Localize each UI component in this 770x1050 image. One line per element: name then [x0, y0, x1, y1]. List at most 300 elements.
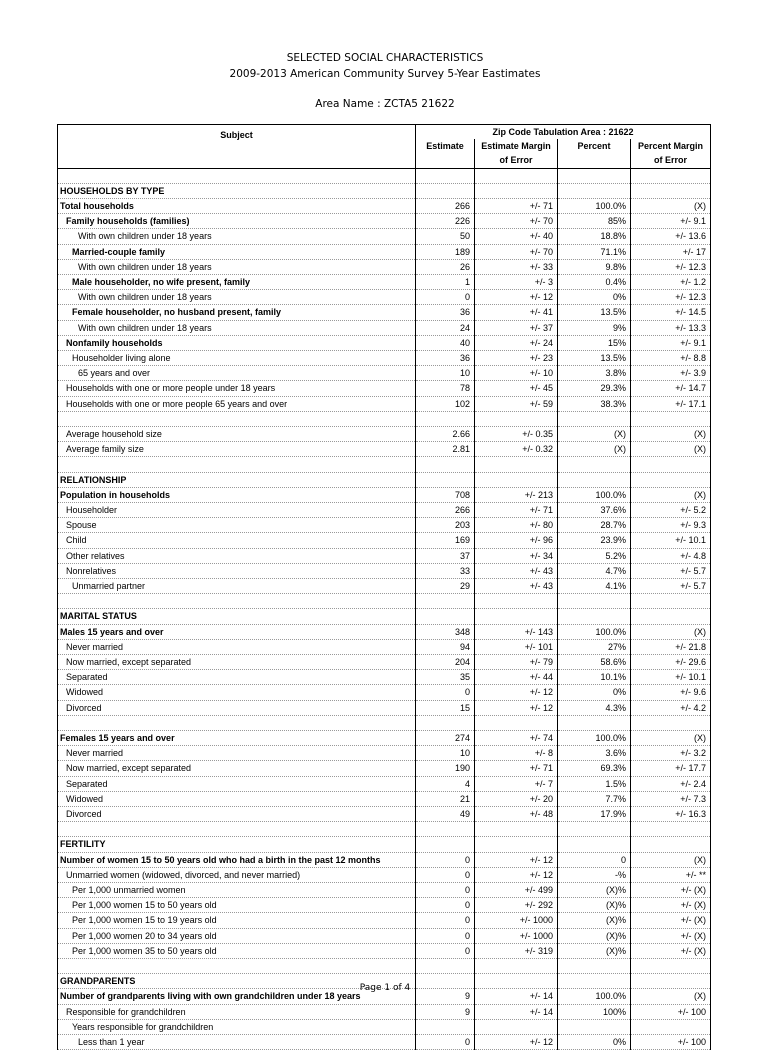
row-estimate-moe: +/- 59 — [475, 396, 558, 411]
table-row — [58, 518, 711, 533]
row-subject: Married-couple family — [58, 244, 416, 259]
table-row — [58, 1004, 711, 1019]
row-estimate-moe — [475, 715, 558, 730]
row-percent-moe: (X) — [631, 487, 711, 502]
row-percent-moe: (X) — [631, 427, 711, 442]
table-body — [58, 183, 711, 1049]
row-estimate: 0 — [416, 883, 475, 898]
row-percent-moe: +/- 5.7 — [631, 579, 711, 594]
row-percent-moe: +/- 14.7 — [631, 381, 711, 396]
row-percent: 28.7% — [558, 518, 631, 533]
row-estimate: 9 — [416, 989, 475, 1004]
row-percent — [558, 822, 631, 837]
row-percent — [558, 609, 631, 624]
row-subject — [58, 594, 416, 609]
row-estimate: 190 — [416, 761, 475, 776]
row-estimate: 40 — [416, 335, 475, 350]
row-subject: HOUSEHOLDS BY TYPE — [58, 183, 416, 198]
row-percent-moe: +/- 17.1 — [631, 396, 711, 411]
row-subject: Separated — [58, 776, 416, 791]
row-subject: With own children under 18 years — [58, 320, 416, 335]
row-subject: Per 1,000 women 35 to 50 years old — [58, 943, 416, 958]
row-percent-moe: +/- (X) — [631, 913, 711, 928]
table-row — [58, 259, 711, 274]
table-row — [58, 867, 711, 882]
row-estimate-moe — [475, 822, 558, 837]
row-percent: 100.0% — [558, 989, 631, 1004]
table-row — [58, 685, 711, 700]
row-percent: 85% — [558, 214, 631, 229]
row-percent: -% — [558, 867, 631, 882]
row-percent-moe: +/- 12.3 — [631, 290, 711, 305]
row-percent-moe: +/- 2.4 — [631, 776, 711, 791]
row-estimate: 94 — [416, 639, 475, 654]
row-percent: 15% — [558, 335, 631, 350]
row-percent: 23.9% — [558, 533, 631, 548]
row-estimate-moe: +/- 12 — [475, 852, 558, 867]
row-estimate: 0 — [416, 685, 475, 700]
row-subject — [58, 959, 416, 974]
row-estimate: 0 — [416, 290, 475, 305]
table-row — [58, 807, 711, 822]
area-header: Zip Code Tabulation Area : 21622 — [416, 125, 711, 140]
row-percent-moe: +/- 17 — [631, 244, 711, 259]
row-subject: MARITAL STATUS — [58, 609, 416, 624]
row-estimate: 189 — [416, 244, 475, 259]
row-subject: Never married — [58, 746, 416, 761]
row-subject: Males 15 years and over — [58, 624, 416, 639]
row-subject: Divorced — [58, 807, 416, 822]
row-percent-moe: +/- 4.2 — [631, 700, 711, 715]
row-percent: 100.0% — [558, 487, 631, 502]
row-percent-moe — [631, 1019, 711, 1034]
table-row — [58, 731, 711, 746]
row-subject: 65 years and over — [58, 366, 416, 381]
row-percent — [558, 837, 631, 852]
row-subject: With own children under 18 years — [58, 229, 416, 244]
row-percent: 71.1% — [558, 244, 631, 259]
table-row — [58, 305, 711, 320]
row-percent — [558, 457, 631, 472]
row-estimate-moe: +/- 1000 — [475, 928, 558, 943]
row-estimate-moe: +/- 79 — [475, 655, 558, 670]
row-estimate: 274 — [416, 731, 475, 746]
table-row — [58, 746, 711, 761]
row-estimate: 35 — [416, 670, 475, 685]
row-estimate-moe — [475, 472, 558, 487]
row-estimate-moe: +/- 0.32 — [475, 442, 558, 457]
row-subject: RELATIONSHIP — [58, 472, 416, 487]
row-percent-moe: (X) — [631, 989, 711, 1004]
row-subject: Total households — [58, 199, 416, 214]
row-percent-moe: +/- 13.6 — [631, 229, 711, 244]
row-estimate-moe: +/- 71 — [475, 761, 558, 776]
table-row — [58, 229, 711, 244]
row-subject: Less than 1 year — [58, 1035, 416, 1050]
row-estimate: 78 — [416, 381, 475, 396]
row-estimate: 21 — [416, 791, 475, 806]
row-estimate: 0 — [416, 913, 475, 928]
row-subject: Now married, except separated — [58, 761, 416, 776]
row-estimate-moe: +/- 96 — [475, 533, 558, 548]
row-subject: Per 1,000 women 20 to 34 years old — [58, 928, 416, 943]
row-percent-moe: (X) — [631, 442, 711, 457]
row-percent — [558, 183, 631, 198]
table-row — [58, 457, 711, 472]
table-row — [58, 670, 711, 685]
row-percent-moe — [631, 837, 711, 852]
table-row — [58, 700, 711, 715]
row-estimate-moe: +/- 24 — [475, 335, 558, 350]
row-estimate: 2.66 — [416, 427, 475, 442]
row-estimate-moe: +/- 10 — [475, 366, 558, 381]
row-percent-moe: +/- (X) — [631, 943, 711, 958]
row-percent-moe — [631, 183, 711, 198]
report-subtitle: 2009-2013 American Community Survey 5-Year Eastimates — [229, 68, 541, 80]
row-subject: Females 15 years and over — [58, 731, 416, 746]
row-estimate — [416, 183, 475, 198]
row-percent: 3.8% — [558, 366, 631, 381]
row-estimate-moe: +/- 20 — [475, 791, 558, 806]
row-percent-moe: +/- 16.3 — [631, 807, 711, 822]
row-estimate: 266 — [416, 199, 475, 214]
table-row — [58, 183, 711, 198]
row-estimate: 204 — [416, 655, 475, 670]
table-row — [58, 563, 711, 578]
row-estimate-moe: +/- 33 — [475, 259, 558, 274]
row-percent-moe: (X) — [631, 199, 711, 214]
row-percent: (X)% — [558, 928, 631, 943]
table-row — [58, 199, 711, 214]
table-row — [58, 487, 711, 502]
table-row — [58, 883, 711, 898]
table-row — [58, 715, 711, 730]
table-row — [58, 427, 711, 442]
row-percent-moe: +/- 21.8 — [631, 639, 711, 654]
row-estimate-moe: +/- 12 — [475, 700, 558, 715]
table-row — [58, 214, 711, 229]
row-estimate: 26 — [416, 259, 475, 274]
row-percent: (X)% — [558, 898, 631, 913]
row-subject: Female householder, no husband present, family — [58, 305, 416, 320]
row-subject: Per 1,000 unmarried women — [58, 883, 416, 898]
row-estimate-moe — [475, 1019, 558, 1034]
row-percent: 100.0% — [558, 731, 631, 746]
row-percent-moe: +/- 29.6 — [631, 655, 711, 670]
row-percent — [558, 1019, 631, 1034]
row-percent-moe: +/- 10.1 — [631, 533, 711, 548]
row-estimate-moe — [475, 594, 558, 609]
row-percent-moe: +/- 9.6 — [631, 685, 711, 700]
row-estimate-moe: +/- 70 — [475, 214, 558, 229]
row-subject — [58, 822, 416, 837]
row-subject: Households with one or more people 65 years and over — [58, 396, 416, 411]
table-row — [58, 761, 711, 776]
row-estimate-moe: +/- 48 — [475, 807, 558, 822]
row-estimate: 37 — [416, 548, 475, 563]
row-percent-moe: +/- 14.5 — [631, 305, 711, 320]
table-row — [58, 655, 711, 670]
row-percent-moe: (X) — [631, 731, 711, 746]
percent-header: Percent — [558, 139, 631, 168]
row-percent-moe: +/- ** — [631, 867, 711, 882]
row-percent-moe — [631, 822, 711, 837]
row-percent-moe: +/- (X) — [631, 883, 711, 898]
row-estimate: 2.81 — [416, 442, 475, 457]
row-estimate — [416, 1019, 475, 1034]
row-percent-moe: (X) — [631, 624, 711, 639]
row-estimate — [416, 411, 475, 426]
table-row — [58, 913, 711, 928]
row-percent — [558, 594, 631, 609]
table-row — [58, 791, 711, 806]
row-percent — [558, 959, 631, 974]
row-estimate — [416, 457, 475, 472]
row-percent: 4.3% — [558, 700, 631, 715]
row-percent: 0% — [558, 685, 631, 700]
row-estimate-moe: +/- 34 — [475, 548, 558, 563]
subject-header: Subject — [58, 125, 416, 169]
row-estimate-moe: +/- 70 — [475, 244, 558, 259]
row-percent-moe: +/- 10.1 — [631, 670, 711, 685]
row-percent-moe: +/- 1.2 — [631, 275, 711, 290]
row-percent: 100.0% — [558, 624, 631, 639]
row-subject: Never married — [58, 639, 416, 654]
row-subject: Child — [58, 533, 416, 548]
row-estimate-moe: +/- 143 — [475, 624, 558, 639]
row-estimate-moe — [475, 609, 558, 624]
table-row — [58, 822, 711, 837]
row-estimate — [416, 715, 475, 730]
percent-moe-header-2: of Error — [631, 153, 711, 168]
row-subject: Widowed — [58, 791, 416, 806]
row-estimate: 226 — [416, 214, 475, 229]
row-percent: 7.7% — [558, 791, 631, 806]
row-percent: 100% — [558, 1004, 631, 1019]
row-percent: 1.5% — [558, 776, 631, 791]
row-estimate-moe: +/- 101 — [475, 639, 558, 654]
row-subject: Other relatives — [58, 548, 416, 563]
table-row — [58, 898, 711, 913]
table-row — [58, 624, 711, 639]
row-percent-moe: +/- 4.8 — [631, 548, 711, 563]
row-estimate: 36 — [416, 305, 475, 320]
percent-moe-header-1: Percent Margin — [631, 139, 711, 153]
row-percent-moe — [631, 457, 711, 472]
row-percent-moe — [631, 715, 711, 730]
row-subject: Unmarried partner — [58, 579, 416, 594]
table-row — [58, 776, 711, 791]
row-estimate-moe: +/- 12 — [475, 1035, 558, 1050]
row-estimate: 348 — [416, 624, 475, 639]
table-row — [58, 335, 711, 350]
row-estimate-moe: +/- 71 — [475, 503, 558, 518]
table-row — [58, 290, 711, 305]
row-percent-moe — [631, 472, 711, 487]
row-percent-moe — [631, 609, 711, 624]
table-row — [58, 411, 711, 426]
row-estimate-moe: +/- 0.35 — [475, 427, 558, 442]
table-row — [58, 928, 711, 943]
table-row — [58, 366, 711, 381]
row-percent-moe: +/- 9.3 — [631, 518, 711, 533]
row-percent: 18.8% — [558, 229, 631, 244]
row-subject: Divorced — [58, 700, 416, 715]
row-estimate: 49 — [416, 807, 475, 822]
row-percent: 38.3% — [558, 396, 631, 411]
row-estimate-moe: +/- 23 — [475, 351, 558, 366]
row-percent: 9% — [558, 320, 631, 335]
row-estimate — [416, 822, 475, 837]
row-estimate: 24 — [416, 320, 475, 335]
row-subject: Spouse — [58, 518, 416, 533]
table-row — [58, 959, 711, 974]
table-row — [58, 396, 711, 411]
row-estimate-moe: +/- 74 — [475, 731, 558, 746]
row-subject: Number of women 15 to 50 years old who had a birth in the past 12 months — [58, 852, 416, 867]
row-estimate: 102 — [416, 396, 475, 411]
row-estimate-moe: +/- 43 — [475, 563, 558, 578]
row-estimate-moe: +/- 37 — [475, 320, 558, 335]
row-subject: Per 1,000 women 15 to 19 years old — [58, 913, 416, 928]
row-estimate — [416, 594, 475, 609]
row-percent: 0 — [558, 852, 631, 867]
row-estimate: 0 — [416, 928, 475, 943]
row-subject: Households with one or more people under 18 years — [58, 381, 416, 396]
table-row — [58, 275, 711, 290]
row-percent — [558, 411, 631, 426]
row-estimate-moe: +/- 499 — [475, 883, 558, 898]
row-percent: 13.5% — [558, 351, 631, 366]
row-subject: Number of grandparents living with own grandchildren under 18 years — [58, 989, 416, 1004]
row-subject — [58, 715, 416, 730]
row-estimate: 10 — [416, 746, 475, 761]
row-percent — [558, 715, 631, 730]
row-percent — [558, 472, 631, 487]
table-row — [58, 609, 711, 624]
row-percent: 27% — [558, 639, 631, 654]
table-row — [58, 579, 711, 594]
row-percent: 0% — [558, 290, 631, 305]
row-estimate-moe: +/- 45 — [475, 381, 558, 396]
row-percent-moe: +/- 17.7 — [631, 761, 711, 776]
row-percent: 17.9% — [558, 807, 631, 822]
table-row — [58, 852, 711, 867]
row-estimate: 50 — [416, 229, 475, 244]
row-subject: Unmarried women (widowed, divorced, and never married) — [58, 867, 416, 882]
table-row — [58, 1035, 711, 1050]
row-subject: Householder living alone — [58, 351, 416, 366]
row-estimate: 0 — [416, 943, 475, 958]
row-estimate-moe: +/- 1000 — [475, 913, 558, 928]
row-subject — [58, 411, 416, 426]
row-percent: 100.0% — [558, 199, 631, 214]
estimate-moe-header-1: Estimate Margin — [475, 139, 558, 153]
row-percent: (X)% — [558, 913, 631, 928]
row-subject: Male householder, no wife present, family — [58, 275, 416, 290]
row-percent: 9.8% — [558, 259, 631, 274]
row-estimate-moe: +/- 40 — [475, 229, 558, 244]
row-estimate: 0 — [416, 867, 475, 882]
row-percent-moe: +/- 5.2 — [631, 503, 711, 518]
row-percent: 13.5% — [558, 305, 631, 320]
row-estimate-moe: +/- 292 — [475, 898, 558, 913]
row-estimate — [416, 959, 475, 974]
row-percent-moe: +/- 7.3 — [631, 791, 711, 806]
row-percent: 0% — [558, 1035, 631, 1050]
row-percent-moe: +/- 100 — [631, 1035, 711, 1050]
estimate-header: Estimate — [416, 139, 475, 168]
row-estimate: 9 — [416, 1004, 475, 1019]
row-percent-moe: +/- 100 — [631, 1004, 711, 1019]
row-subject: Nonrelatives — [58, 563, 416, 578]
row-estimate: 33 — [416, 563, 475, 578]
row-estimate-moe: +/- 8 — [475, 746, 558, 761]
row-subject — [58, 457, 416, 472]
row-percent-moe: +/- 9.1 — [631, 335, 711, 350]
row-estimate: 203 — [416, 518, 475, 533]
row-estimate: 10 — [416, 366, 475, 381]
table-row — [58, 1019, 711, 1034]
row-subject: Separated — [58, 670, 416, 685]
row-subject: Now married, except separated — [58, 655, 416, 670]
row-estimate: 15 — [416, 700, 475, 715]
row-subject: Average household size — [58, 427, 416, 442]
row-estimate-moe: +/- 80 — [475, 518, 558, 533]
row-estimate: 1 — [416, 275, 475, 290]
row-percent-moe — [631, 411, 711, 426]
characteristics-table — [57, 124, 711, 1050]
row-subject: Householder — [58, 503, 416, 518]
table-row — [58, 442, 711, 457]
row-estimate: 708 — [416, 487, 475, 502]
table-row — [58, 837, 711, 852]
table-row — [58, 381, 711, 396]
row-estimate-moe: +/- 12 — [475, 867, 558, 882]
table-row — [58, 943, 711, 958]
row-estimate: 0 — [416, 852, 475, 867]
row-subject: Population in households — [58, 487, 416, 502]
area-name: Area Name : ZCTA5 21622 — [315, 98, 455, 110]
row-subject: Years responsible for grandchildren — [58, 1019, 416, 1034]
row-estimate-moe — [475, 183, 558, 198]
table-row — [58, 351, 711, 366]
table-row — [58, 320, 711, 335]
row-percent-moe: +/- 5.7 — [631, 563, 711, 578]
row-subject: With own children under 18 years — [58, 290, 416, 305]
row-percent: 5.2% — [558, 548, 631, 563]
row-estimate-moe: +/- 12 — [475, 290, 558, 305]
row-percent: 58.6% — [558, 655, 631, 670]
row-estimate-moe — [475, 457, 558, 472]
row-estimate-moe: +/- 43 — [475, 579, 558, 594]
row-estimate-moe: +/- 44 — [475, 670, 558, 685]
row-subject: Nonfamily households — [58, 335, 416, 350]
row-estimate: 4 — [416, 776, 475, 791]
row-percent-moe: +/- 3.2 — [631, 746, 711, 761]
row-percent: 3.6% — [558, 746, 631, 761]
row-percent-moe: +/- 13.3 — [631, 320, 711, 335]
table-row — [58, 548, 711, 563]
table-row — [58, 472, 711, 487]
row-estimate-moe — [475, 837, 558, 852]
row-estimate-moe: +/- 7 — [475, 776, 558, 791]
row-percent: (X) — [558, 427, 631, 442]
row-percent-moe — [631, 959, 711, 974]
row-percent-moe: +/- (X) — [631, 928, 711, 943]
row-percent: 37.6% — [558, 503, 631, 518]
row-percent: (X)% — [558, 943, 631, 958]
